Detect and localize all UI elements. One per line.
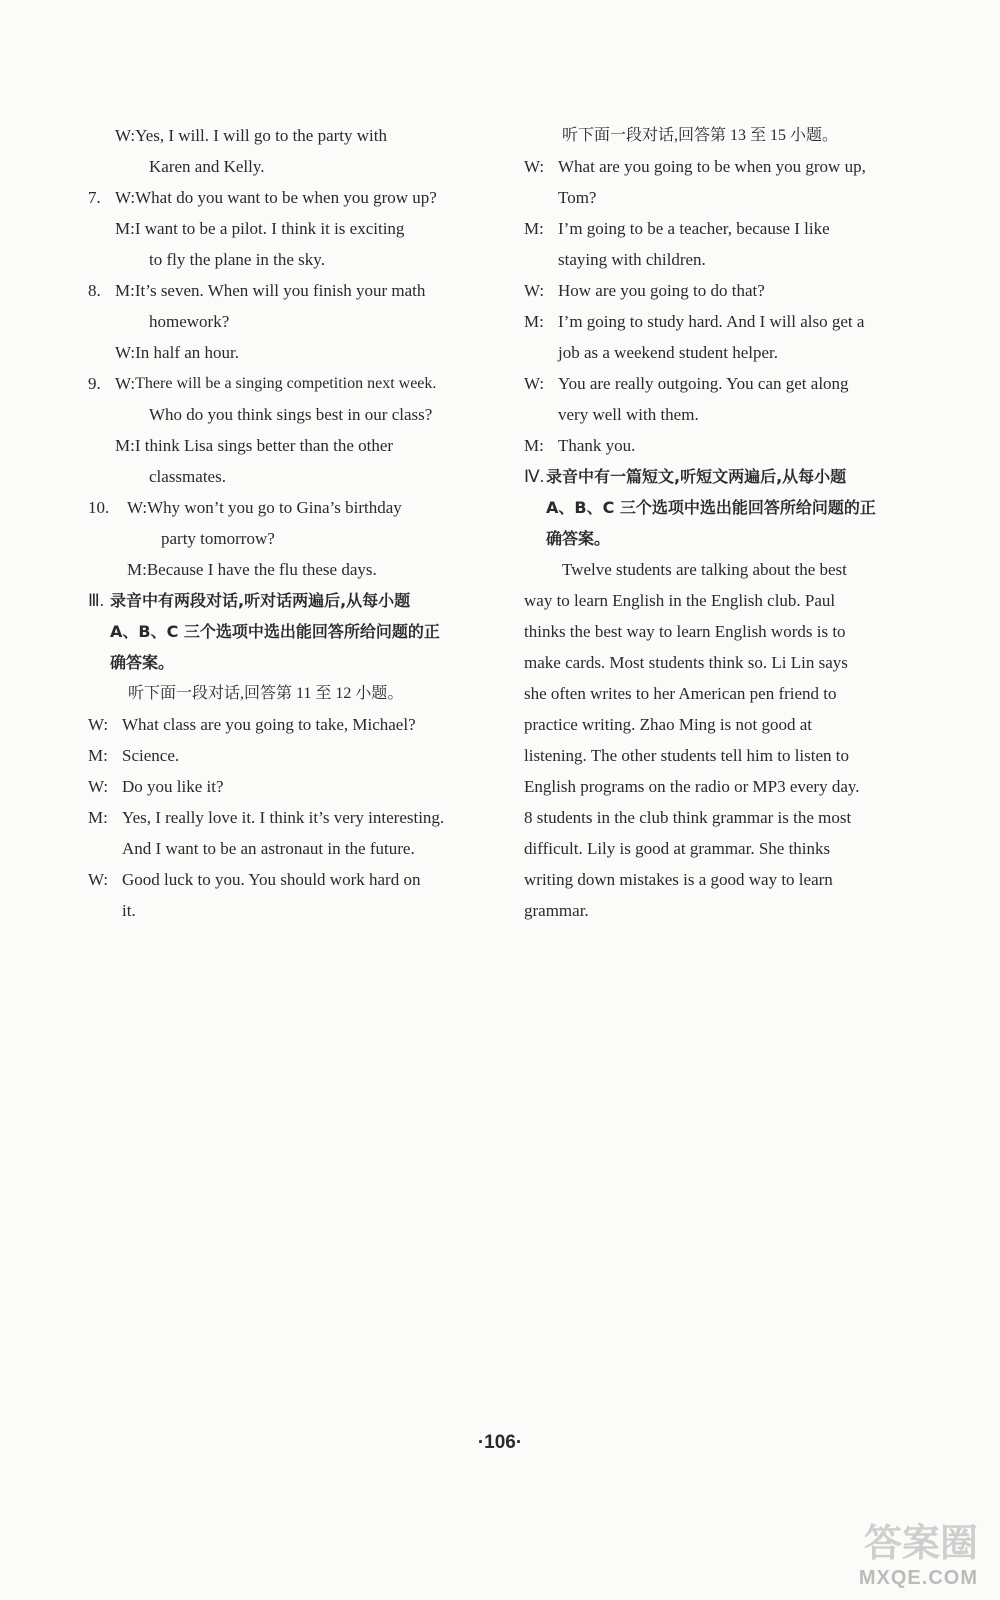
line-text: In half an hour. [135, 343, 239, 362]
line-text: Do you like it? [122, 777, 224, 796]
speaker: W: [115, 126, 136, 145]
dialog-line [88, 709, 466, 740]
speaker: M: [115, 436, 135, 455]
dialog-line [88, 895, 466, 926]
line-text: Yes, I really love it. I think it’s very interesting. [122, 808, 445, 827]
line-text: Thank you. [558, 436, 636, 455]
passage-line: grammar. [524, 901, 589, 920]
line-text: staying with children. [558, 250, 706, 269]
speaker [524, 337, 558, 368]
line-text: And I want to be an astronaut in the future. [122, 839, 415, 858]
line-text: I’m going to study hard. And I will also get a [558, 312, 865, 331]
speaker [524, 244, 558, 275]
section-3-heading [88, 585, 466, 678]
dialog-line [88, 864, 466, 895]
line-text: You are really outgoing. You can get along [558, 374, 849, 393]
heading-text: A、B、C 三个选项中选出能回答所给问题的正 [110, 622, 440, 641]
heading-text: 录音中有一篇短文,听短文两遍后,从每小题 [546, 467, 847, 486]
q6-continuation [88, 120, 466, 151]
speaker: M: [524, 312, 544, 331]
passage-line: 8 students in the club think grammar is the most [524, 808, 852, 827]
dialog-line [524, 430, 926, 461]
speaker: W: [88, 870, 109, 889]
dialog-line [524, 399, 926, 430]
line-text: Because I have the flu these days. [146, 560, 377, 579]
watermark-url: MXQE.COM [858, 1567, 978, 1589]
dialog-11-12 [88, 709, 466, 926]
passage-line: English programs on the radio or MP3 every day. [524, 777, 860, 796]
speaker: M: [524, 219, 544, 238]
passage-line: make cards. Most students think so. Li Lin says [524, 653, 848, 672]
question-number: 8. [88, 281, 101, 300]
left-column [88, 120, 466, 926]
line-text: Good luck to you. You should work hard on [122, 870, 421, 889]
line-text: How are you going to do that? [558, 281, 765, 300]
heading-text: 录音中有两段对话,听对话两遍后,从每小题 [110, 591, 411, 610]
dialog-intro: 听下面一段对话,回答第 13 至 15 小题。 [562, 127, 839, 144]
passage-line: Twelve students are talking about the best [562, 560, 847, 579]
dialog-13-15 [524, 151, 926, 461]
passage [524, 554, 926, 926]
speaker [524, 182, 558, 213]
dialog-line [524, 244, 926, 275]
speaker: M: [88, 808, 108, 827]
dialog-line [88, 802, 466, 833]
page-number: ·106· [477, 1432, 523, 1453]
speaker: W: [115, 188, 136, 207]
speaker [88, 895, 122, 926]
speaker: W: [524, 157, 545, 176]
line-text: Who do you think sings best in our class? [149, 405, 433, 424]
passage-line: way to learn English in the English club. Paul [524, 591, 836, 610]
question-number: 10. [88, 498, 110, 517]
speaker [524, 399, 558, 430]
q10-question [88, 492, 466, 523]
dialog-line [524, 306, 926, 337]
line-text: I want to be a pilot. I think it is exciting [134, 219, 405, 238]
dialog-line [88, 833, 466, 864]
watermark-chars: 答案圈 [863, 1521, 978, 1565]
line-text: Tom? [558, 188, 597, 207]
line-text: Yes, I will. I will go to the party with [135, 126, 387, 145]
dialog-line [524, 182, 926, 213]
passage-line: thinks the best way to learn English words is to [524, 622, 846, 641]
watermark-logo [803, 1512, 978, 1592]
speaker: W: [524, 281, 545, 300]
speaker [88, 833, 122, 864]
heading-text: 确答案。 [110, 653, 175, 672]
speaker: M: [524, 436, 544, 455]
speaker: M: [115, 281, 135, 300]
speaker: W: [127, 498, 148, 517]
right-column [524, 120, 926, 926]
speaker: W: [115, 374, 136, 393]
section-4-heading [524, 461, 926, 554]
question-number: 7. [88, 188, 101, 207]
line-text: it. [122, 901, 136, 920]
speaker: W: [88, 715, 109, 734]
passage-line: listening. The other students tell him to listen to [524, 746, 850, 765]
dialog-line [88, 771, 466, 802]
line-text: job as a weekend student helper. [558, 343, 778, 362]
heading-text: 确答案。 [546, 529, 611, 548]
dialog-intro: 听下面一段对话,回答第 11 至 12 小题。 [128, 685, 404, 702]
dialog-line [524, 275, 926, 306]
dialog-line [88, 740, 466, 771]
heading-text: A、B、C 三个选项中选出能回答所给问题的正 [546, 498, 876, 517]
line-text: There will be a singing competition next week. [135, 375, 437, 392]
line-text: I’m going to be a teacher, because I like [558, 219, 830, 238]
line-text: I think Lisa sings better than the other [134, 436, 394, 455]
speaker: W: [524, 374, 545, 393]
line-text: It’s seven. When will you finish your math [134, 281, 426, 300]
passage-line: writing down mistakes is a good way to learn [524, 870, 833, 889]
line-text: Karen and Kelly. [149, 157, 265, 176]
line-text: Why won’t you go to Gina’s birthday [147, 498, 402, 517]
passage-line: difficult. Lily is good at grammar. She thinks [524, 839, 831, 858]
question-number: 9. [88, 374, 101, 393]
line-text: homework? [149, 312, 230, 331]
passage-line: practice writing. Zhao Ming is not good at [524, 715, 812, 734]
speaker: M: [127, 560, 147, 579]
dialog-line [524, 337, 926, 368]
line-text: What are you going to be when you grow up, [558, 157, 866, 176]
speaker: M: [115, 219, 135, 238]
line-text: What do you want to be when you grow up? [135, 188, 437, 207]
line-text: to fly the plane in the sky. [149, 250, 325, 269]
line-text: party tomorrow? [161, 529, 275, 548]
dialog-line [524, 213, 926, 244]
line-text: Science. [122, 746, 180, 765]
speaker: W: [88, 777, 109, 796]
q8-question [88, 275, 466, 306]
dialog-line [524, 368, 926, 399]
q9-question [88, 368, 466, 399]
dialog-line [524, 151, 926, 182]
section-number: Ⅲ. [88, 591, 104, 610]
speaker: M: [88, 746, 108, 765]
line-text: very well with them. [558, 405, 699, 424]
passage-line: she often writes to her American pen friend to [524, 684, 837, 703]
speaker: W: [115, 343, 136, 362]
line-text: What class are you going to take, Michael? [122, 715, 416, 734]
q7-question [88, 182, 466, 213]
line-text: classmates. [149, 467, 226, 486]
section-number: Ⅳ. [524, 467, 544, 486]
